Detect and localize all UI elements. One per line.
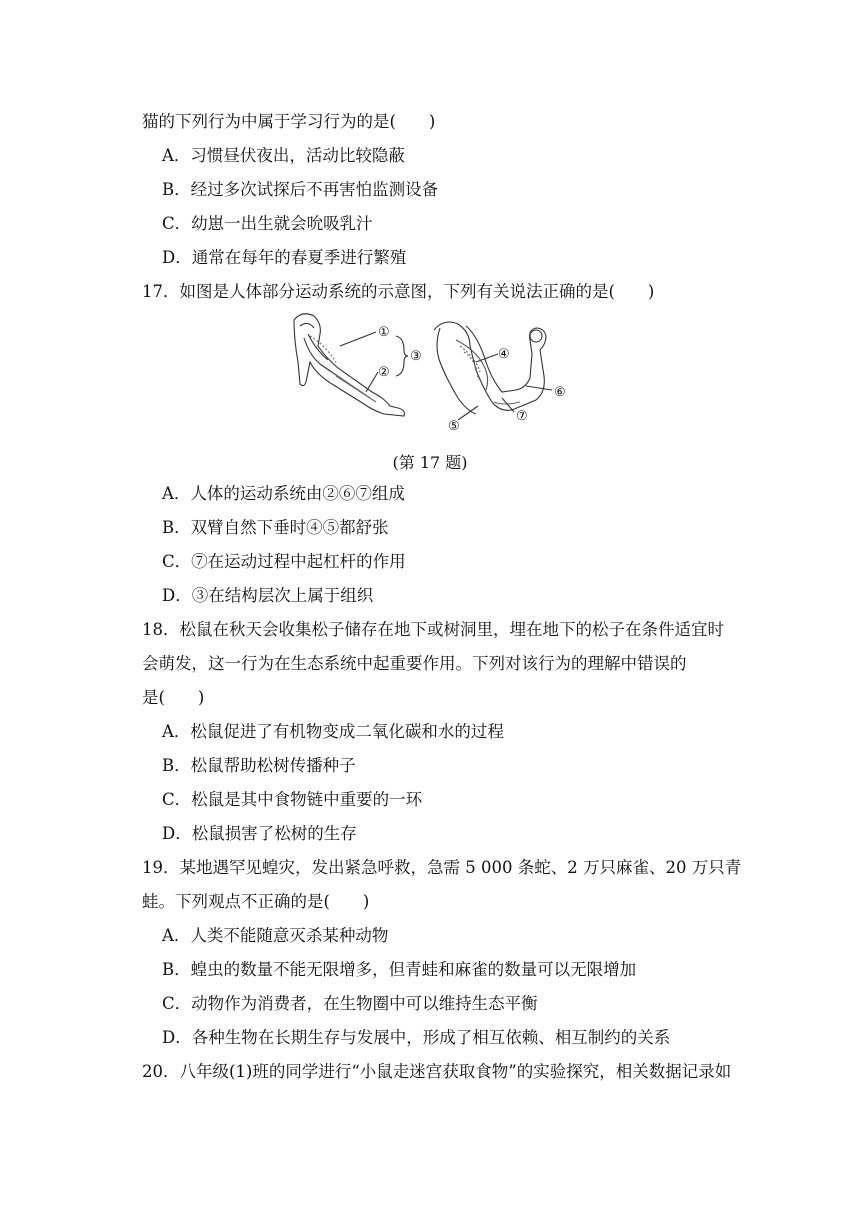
q19-option-c: C．动物作为消费者，在生物圈中可以维持生态平衡 xyxy=(162,994,538,1013)
q16-option-a: A．习惯昼伏夜出，活动比较隐蔽 xyxy=(162,146,405,165)
arm-muscle-figure xyxy=(280,306,580,436)
fig-label-5: ⑤ xyxy=(448,419,460,434)
q20-stem: 20．八年级(1)班的同学进行“小鼠走迷宫获取食物”的实验探究，相关数据记录如 xyxy=(142,1062,732,1081)
q16-stem: 猫的下列行为中属于学习行为的是( ) xyxy=(142,112,436,131)
fig-label-6: ⑥ xyxy=(554,385,566,400)
q17-option-a: A．人体的运动系统由②⑥⑦组成 xyxy=(162,484,405,503)
fig-label-7: ⑦ xyxy=(516,409,528,424)
q19-option-b: B．蝗虫的数量不能无限增多，但青蛙和麻雀的数量可以无限增加 xyxy=(162,960,637,979)
q18-option-b: B．松鼠帮助松树传播种子 xyxy=(162,756,356,775)
q18-stem-line-3: 是( ) xyxy=(142,688,205,707)
fig-label-4: ④ xyxy=(498,347,510,362)
q18-stem-line-2: 会萌发，这一行为在生态系统中起重要作用。下列对该行为的理解中错误的 xyxy=(142,654,687,673)
q17-figure-caption: (第 17 题) xyxy=(392,453,468,472)
q17-option-c: C．⑦在运动过程中起杠杆的作用 xyxy=(162,552,406,571)
fig-label-2: ② xyxy=(378,365,390,380)
q18-option-a: A．松鼠促进了有机物变成二氧化碳和水的过程 xyxy=(162,722,504,741)
q16-option-d: D．通常在每年的春夏季进行繁殖 xyxy=(162,248,407,267)
q19-option-d: D．各种生物在长期生存与发展中，形成了相互依赖、相互制约的关系 xyxy=(162,1028,671,1047)
fig-label-3: ③ xyxy=(410,349,422,364)
q17-stem: 17．如图是人体部分运动系统的示意图，下列有关说法正确的是( ) xyxy=(142,282,655,301)
q17-option-d: D．③在结构层次上属于组织 xyxy=(162,586,374,605)
q19-stem-line-2: 蛙。下列观点不正确的是( ) xyxy=(142,892,370,911)
fig-label-1: ① xyxy=(378,325,390,340)
q16-option-c: C．幼崽一出生就会吮吸乳汁 xyxy=(162,214,373,233)
q17-option-b: B．双臂自然下垂时④⑤都舒张 xyxy=(162,518,389,537)
q18-option-d: D．松鼠损害了松树的生存 xyxy=(162,824,357,843)
q16-option-b: B．经过多次试探后不再害怕监测设备 xyxy=(162,180,439,199)
q19-option-a: A．人类不能随意灭杀某种动物 xyxy=(162,926,389,945)
q18-stem-line-1: 18．松鼠在秋天会收集松子储存在地下或树洞里，埋在地下的松子在条件适宜时 xyxy=(142,620,724,639)
q19-stem-line-1: 19．某地遇罕见蝗灾，发出紧急呼救，急需 5 000 条蛇、2 万只麻雀、20 万只青 xyxy=(142,858,742,877)
q18-option-c: C．松鼠是其中食物链中重要的一环 xyxy=(162,790,423,809)
